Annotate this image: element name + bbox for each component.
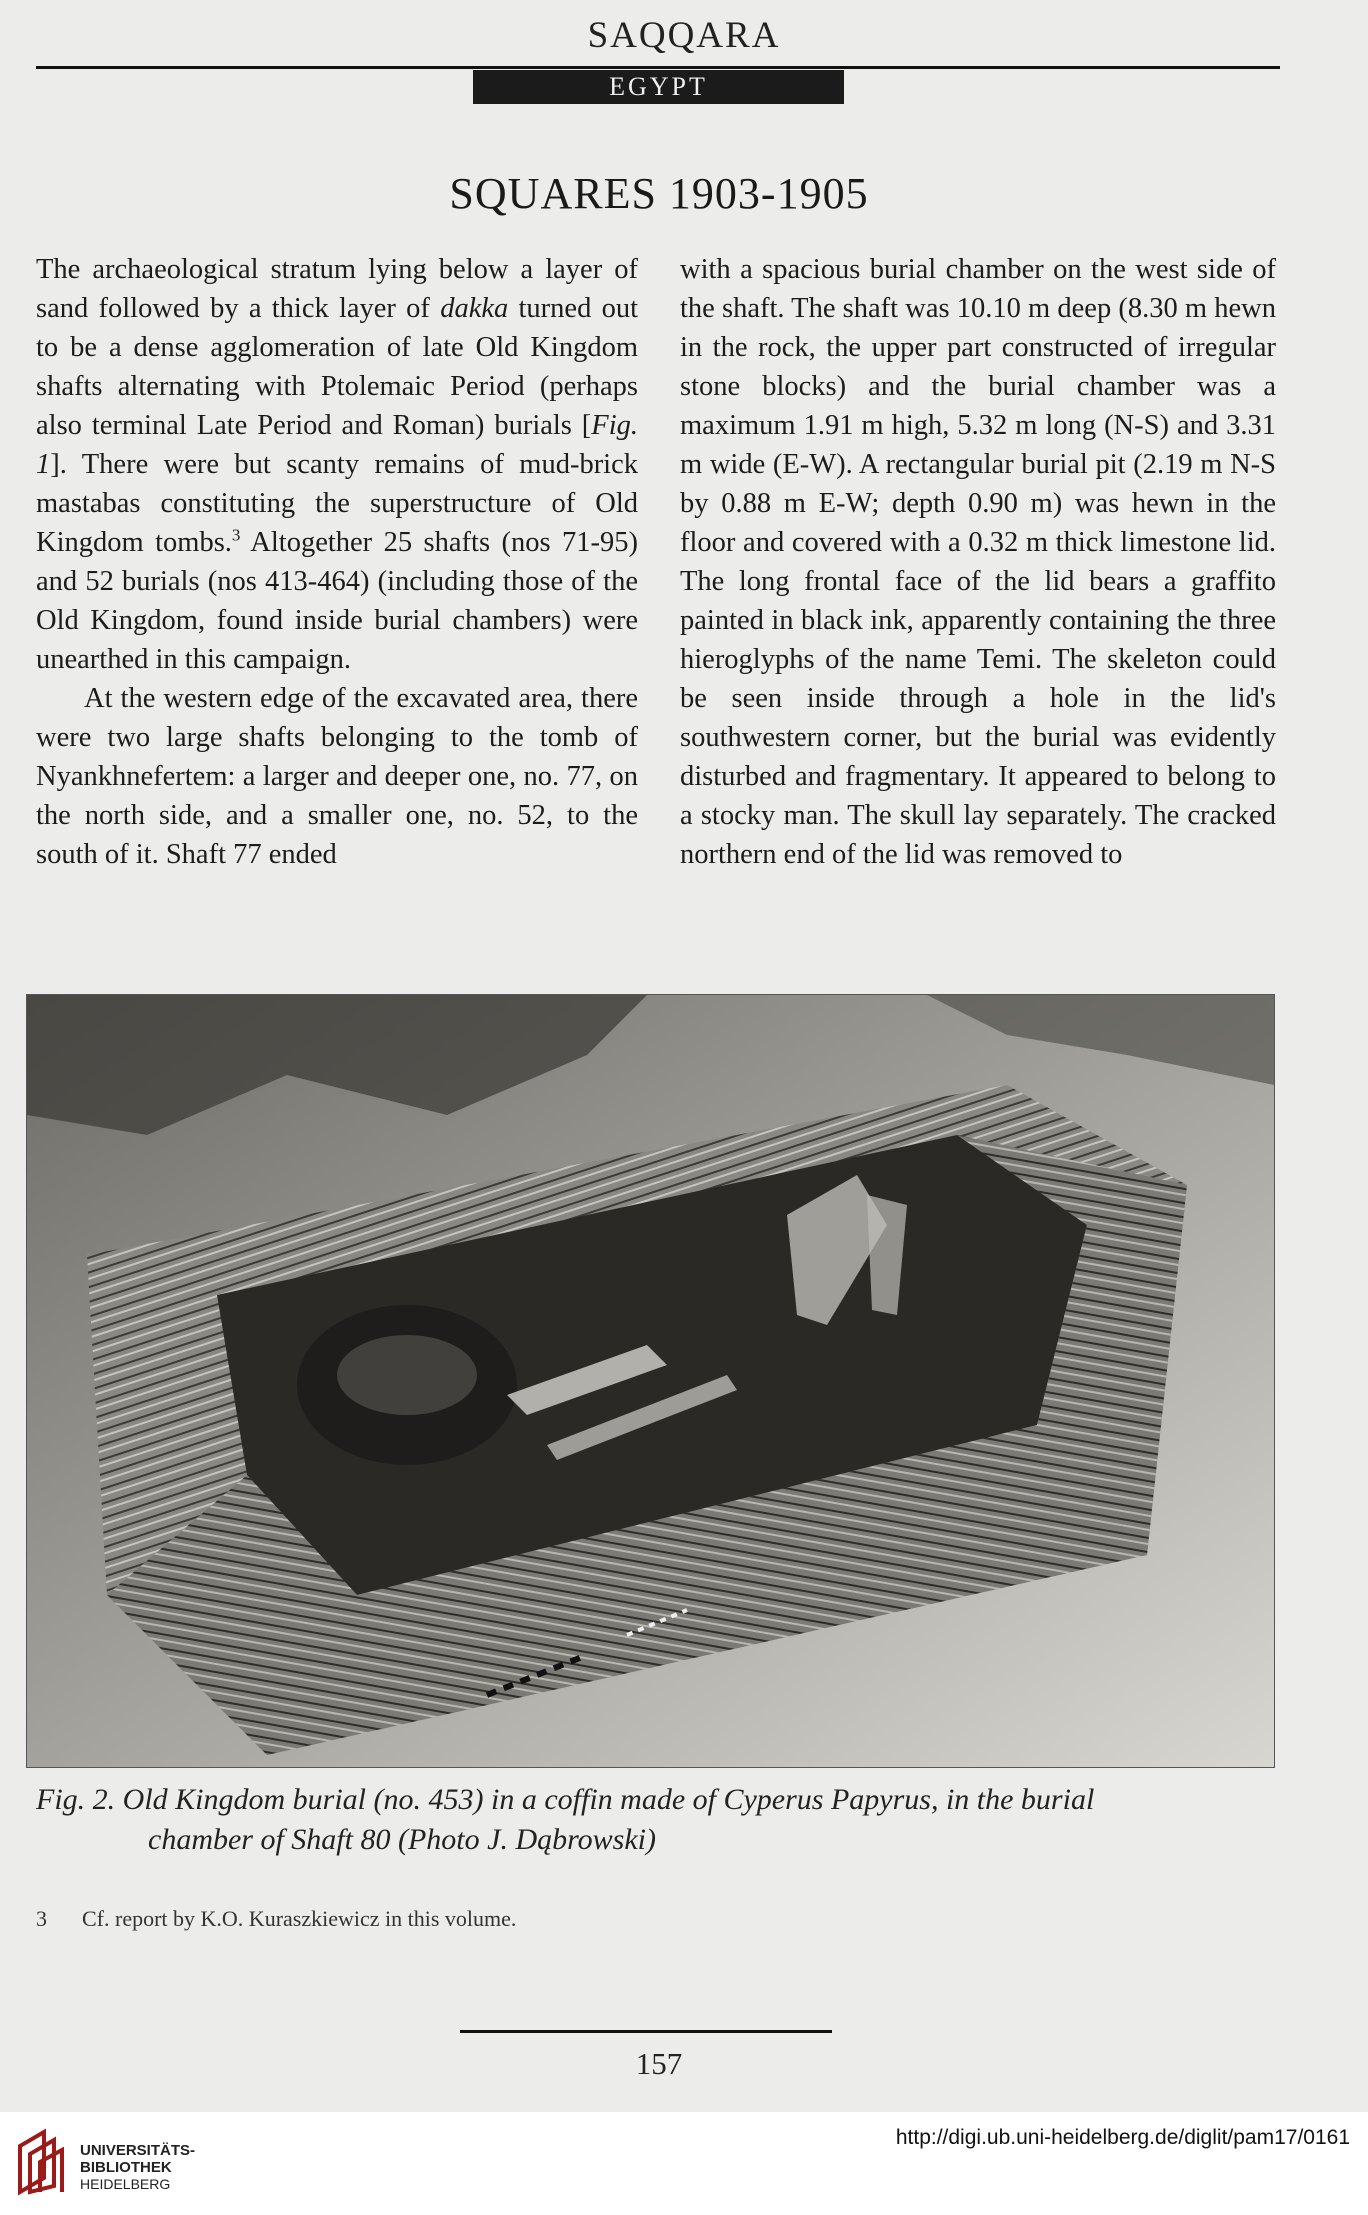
text-run: The archaeological stratum lying below a layer of sand followed by a thick layer of (36, 254, 638, 324)
library-name-line: BIBLIOTHEK (80, 2159, 172, 2176)
figure-caption (36, 1780, 1276, 1860)
source-url-link[interactable]: http://digi.ub.uni-heidelberg.de/diglit/pam17/0161 (895, 2126, 1350, 2149)
footnote (36, 1906, 1276, 1932)
running-head: SAQQARA (587, 15, 781, 56)
library-name-line: UNIVERSITÄTS- (80, 2142, 196, 2159)
text-run: ]. There were but scanty remains of mud-brick mastabas constituting the superstructure of Old Kingdom tombs. (36, 449, 638, 558)
library-name-line: HEIDELBERG (80, 2176, 171, 2192)
page-number: 157 (635, 2046, 683, 2081)
paragraph (36, 250, 638, 679)
figure-photo (26, 994, 1275, 1768)
caption-line-1: Fig. 2. Old Kingdom burial (no. 453) in a coffin made of Cyperus Papyrus, in the burial (36, 1783, 1095, 1816)
article-title: SQUARES 1903-1905 (449, 169, 869, 218)
figure-reference: Fig. 1 (36, 410, 638, 480)
text-run: Altogether 25 shafts (nos 71-95) and 52 burials (nos 413-464) (including those of the Old Kingdom, found inside burial chambers) were unearthed in this campaign. (36, 527, 638, 675)
footnote-text: Cf. report by K.O. Kuraszkiewicz in this volume. (82, 1906, 517, 1931)
footer-rule (460, 2030, 832, 2033)
right-column (680, 250, 1276, 874)
paragraph: At the western edge of the excavated area, there were two large shafts belonging to the tomb of Nyankhnefertem: a larger and deeper one, no. 77, on the north side, and a smaller one, no. 52, to the south of it. Shaft 77 ended (36, 683, 638, 870)
library-logo-icon (14, 2126, 66, 2196)
caption-line-2: chamber of Shaft 80 (Photo J. Dąbrowski) (148, 1823, 656, 1856)
header-rule (36, 66, 1280, 69)
coffin-photo-illustration (27, 995, 1274, 1767)
footnote-number: 3 (36, 1906, 47, 1931)
library-footer (0, 2112, 1368, 2215)
footnote-marker: 3 (231, 525, 241, 545)
text-run: turned out to be a dense agglomeration of late Old Kingdom shafts alternating with Ptolemaic Period (perhaps also terminal Late Period and Roman) burials [ (36, 293, 638, 441)
library-name (80, 2142, 195, 2193)
left-column (36, 250, 638, 874)
section-label: EGYPT (473, 70, 844, 104)
italic-term: dakka (440, 293, 509, 324)
paragraph: with a spacious burial chamber on the west side of the shaft. The shaft was 10.10 m deep (8.30 m hewn in the rock, the upper part constructed of irregular stone blocks) and the burial chamber was a maximum 1.91 m high, 5.32 m long (N-S) and 3.31 m wide (E-W). A rectangular burial pit (2.19 m N-S by 0.88 m E-W; depth 0.90 m) was hewn in the floor and covered with a 0.32 m thick limestone lid. The long frontal face of the lid bears a graffito painted in black ink, apparently containing the three hieroglyphs of the name Temi. The skeleton could be seen inside through a hole in the lid's southwestern corner, but the burial was evidently disturbed and fragmentary. It appeared to belong to a stocky man. The skull lay separately. The cracked northern end of the lid was removed to (680, 254, 1276, 870)
